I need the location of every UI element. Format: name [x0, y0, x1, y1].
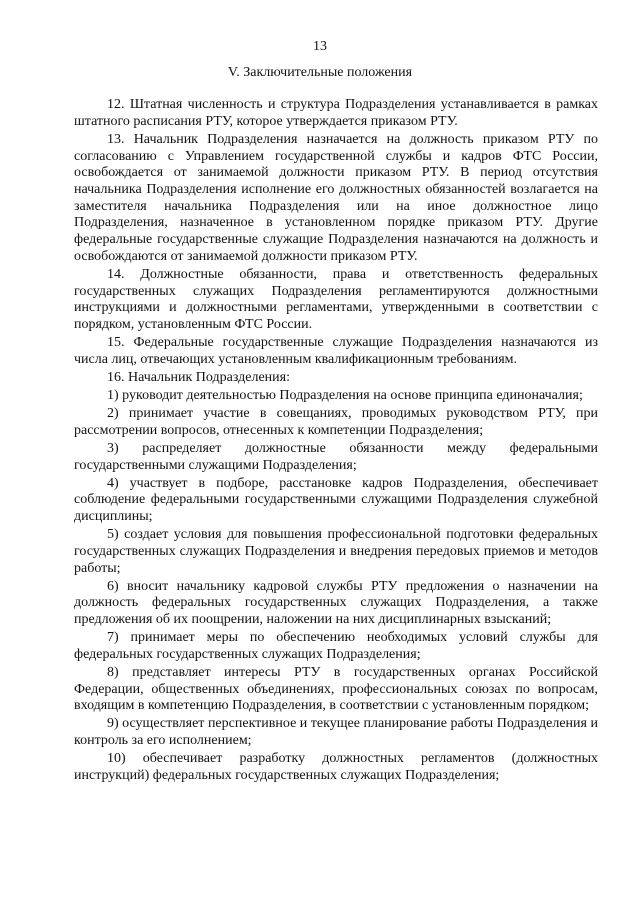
- paragraph-13: 13. Начальник Подразделения назначается на должность приказом РТУ по согласованию с Управлением государственной службы и кадров ФТС России, освобождается от занимаемой должности приказом РТУ. В период отсутствия начальника Подразделения исполнение его должностных обязанностей возлагается на заместителя начальника Подразделения или на иное должностное лицо Подразделения, назначенное в установленном порядке приказом РТУ. Другие федеральные государственные служащие Подразделения назначаются на должность и освобождаются от занимаемой должности приказом РТУ.: [74, 131, 598, 264]
- section-title: V. Заключительные положения: [227, 65, 413, 80]
- list-item-5: 5) создает условия для повышения профессиональной подготовки федеральных государственных служащих Подразделения и внедрения передовых приемов и методов работы;: [74, 527, 598, 576]
- list-item-6: 6) вносит начальнику кадровой службы РТУ предложения о назначении на должность федеральных государственных служащих Подразделения, а также предложения об их поощрении, наложении на них дисциплинарных взысканий;: [74, 578, 598, 627]
- paragraph-16-heading: 16. Начальник Подразделения:: [107, 369, 290, 385]
- document-body: [74, 97, 598, 786]
- list-item-9: 9) осуществляет перспективное и текущее планирование работы Подразделения и контроль за его исполнением;: [74, 716, 598, 749]
- list-item-3: 3) распределяет должностные обязанности между федеральными государственными служащими Подразделения;: [74, 440, 598, 473]
- list-item-4: 4) участвует в подборе, расстановке кадров Подразделения, обеспечивает соблюдение федеральными государственными служащими Подразделения служебной дисциплины;: [74, 475, 598, 524]
- list-item-2: 2) принимает участие в совещаниях, проводимых руководством РТУ, при рассмотрении вопросов, отнесенных к компетенции Подразделения;: [74, 406, 598, 438]
- list-item-8: 8) представляет интересы РТУ в государственных органах Российской Федерации, общественных объединениях, профессиональных союзах по вопросам, входящим в компетенцию Подразделения, в соответствии с установленным порядком;: [74, 664, 598, 714]
- paragraph-14: 14. Должностные обязанности, права и ответственность федеральных государственных служащих Подразделения регламентируются должностными инструкциями и должностными регламентами, утвержденными в соответствии с порядком, установленным ФТС России.: [74, 266, 598, 332]
- list-item-1: 1) руководит деятельностью Подразделения на основе принципа единоначалия;: [107, 387, 583, 403]
- paragraph-15: 15. Федеральные государственные служащие Подразделения назначаются из числа лиц, отвечающих установленным квалификационным требованиям.: [74, 335, 598, 367]
- paragraph-12: 12. Штатная численность и структура Подразделения устанавливается в рамках штатного расписания РТУ, которое утверждается приказом РТУ.: [74, 97, 598, 129]
- page-number: 13: [313, 39, 327, 54]
- list-item-7: 7) принимает меры по обеспечению необходимых условий службы для федеральных государственных служащих Подразделения;: [74, 630, 598, 662]
- list-item-10: 10) обеспечивает разработку должностных регламентов (должностных инструкций) федеральных государственных служащих Подразделения;: [74, 751, 598, 783]
